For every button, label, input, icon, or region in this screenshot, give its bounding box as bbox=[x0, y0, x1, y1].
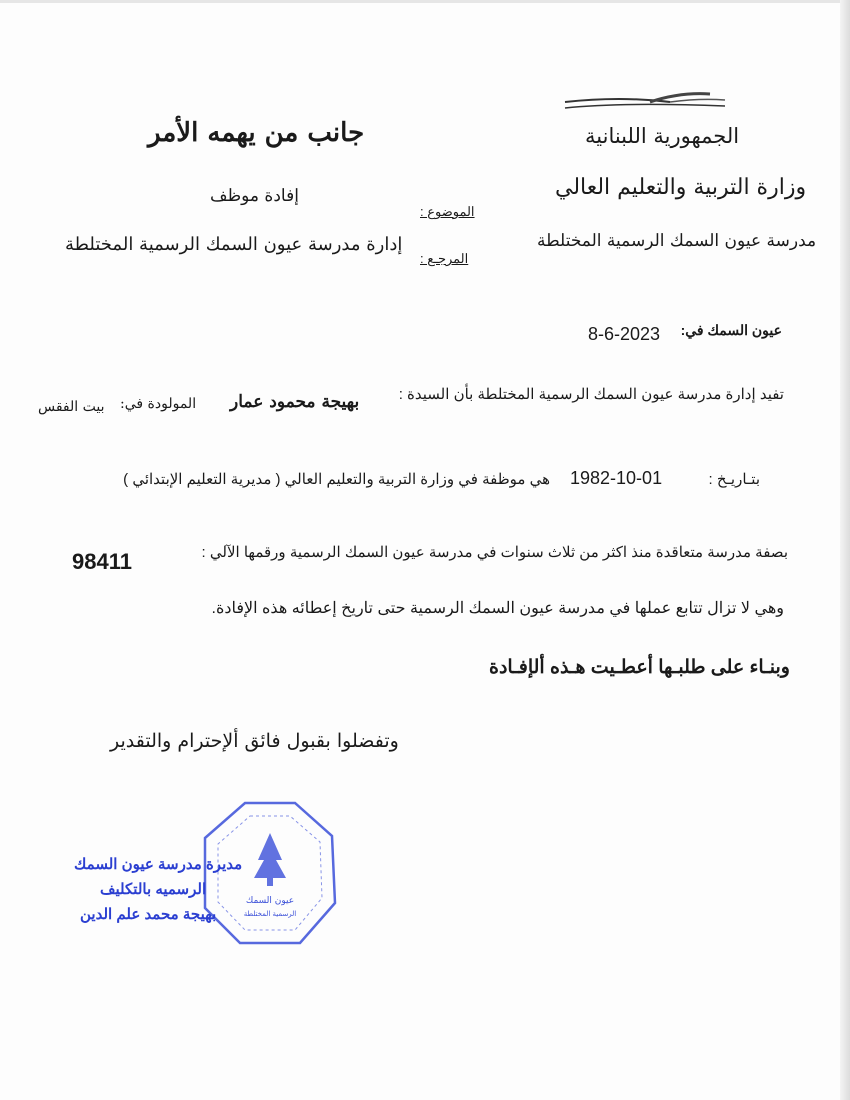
intro-line: تفيد إدارة مدرسة عيون السمك الرسمية المختلطة بأن السيدة : bbox=[398, 386, 784, 403]
employee-number: 98411 bbox=[72, 549, 132, 574]
date-label: بتـاريـخ : bbox=[708, 471, 760, 488]
to-whom-it-may-concern: جانب من يهمه الأمر bbox=[148, 118, 365, 148]
employment-date: 1982-10-01 bbox=[570, 468, 663, 488]
birthplace-label: المولودة في: bbox=[120, 396, 197, 412]
scan-right-edge bbox=[840, 0, 850, 1100]
place-date-label: عيون السمك في: bbox=[680, 322, 782, 338]
scan-top-edge bbox=[0, 0, 850, 3]
school-heading: مدرسة عيون السمك الرسمية المختلطة bbox=[537, 231, 817, 251]
official-stamp-icon bbox=[200, 798, 340, 948]
ministry-heading: وزارة التربية والتعليم العالي bbox=[555, 175, 807, 200]
subject-label: الموضوع : bbox=[420, 204, 475, 219]
reference-label: المرجـع : bbox=[420, 251, 469, 266]
employee-name: بهيجة محمود عمار bbox=[230, 392, 360, 412]
request-line: وبنـاء على طلبـها أعطـيت هـذه ألإفـادة bbox=[489, 657, 790, 678]
closing-line: وتفضلوا بقبول فائق ألإحترام والتقدير bbox=[110, 730, 399, 752]
stamp-inner-text: الرسمية المختلطة bbox=[243, 910, 297, 918]
signature-title: مديرة مدرسة عيون السمك bbox=[74, 856, 243, 873]
employment-statement: هي موظفة في وزارة التربية والتعليم العالي ( مديرية التعليم الإبتدائي ) bbox=[123, 471, 550, 488]
book-emblem-icon bbox=[560, 90, 730, 112]
continuing-work-line: وهي لا تزال تتابع عملها في مدرسة عيون السمك الرسمية حتى تاريخ إعطائه هذه الإفادة. bbox=[211, 600, 784, 617]
republic-heading: الجمهورية اللبنانية bbox=[585, 124, 740, 148]
subject-value: إفادة موظف bbox=[210, 186, 299, 206]
issuer-name: إدارة مدرسة عيون السمك الرسمية المختلطة bbox=[65, 234, 403, 255]
signature-name: بهيجة محمد علم الدين bbox=[80, 906, 217, 923]
issue-date: 8-6-2023 bbox=[588, 324, 661, 344]
position-line: بصفة مدرسة متعاقدة منذ اكثر من ثلاث سنوات في مدرسة عيون السمك الرسمية ورقمها الآلي : bbox=[201, 544, 788, 561]
signature-role: الرسميه بالتكليف bbox=[100, 881, 207, 898]
stamp-center-text: عيون السمك bbox=[245, 896, 295, 906]
birthplace-value: بيت الفقس bbox=[38, 399, 105, 415]
